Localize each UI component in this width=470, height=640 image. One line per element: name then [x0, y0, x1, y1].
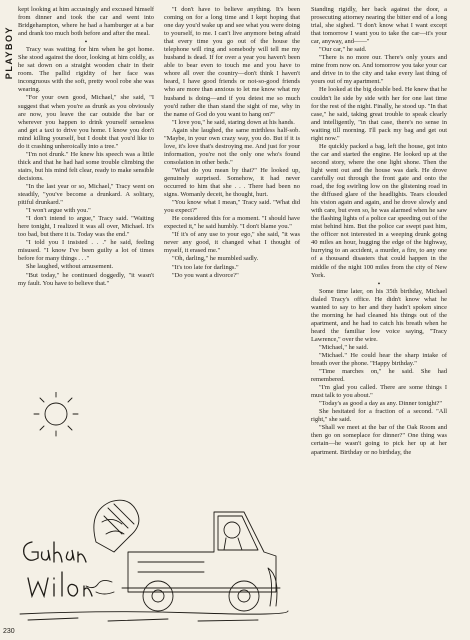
- text-column-2: [164, 6, 300, 280]
- paragraph: "What do you mean by that?" He looked up, genuinely surprised. Somehow, it had never occurred to him that she . . . There had been no signs. Womanly deceit, he thought, hurt.: [164, 166, 300, 199]
- paragraph: "Time marches on," he said. She had remembered.: [311, 368, 447, 384]
- text-column-1: [18, 6, 154, 383]
- cartoon-illustration: [18, 392, 290, 628]
- signature-artwork: [24, 542, 92, 596]
- paragraph: He looked at the big double bed. He knew that he couldn't lie side by side with her for one last time for the rest of the night. Finally, he stood up. "In that case," he said, taking great trouble to speak clearly and intelligently, "in that case, there's no sense in waiting till morning. I'll pack my bag and get out right now.": [311, 86, 447, 142]
- paragraph: He quickly packed a bag, left the house, got into the car and started the engine. He looked up at the second story, where the one light shone. Then the light went out and the house was dark. He drove carefully out through the front gate and onto the road, the fog swirling low on the glistening road in the diffused glare of the headlights. Tears clouded his vision again and again, and he drove slowly and with care, but even so, he was alarmed when he saw the flashing lights of a police car speeding out of the mist behind him. But the police car swept past him, the officer not interested in a weeping drunk going 40 miles an hour, hugging the edge of the highway, hurrying to an accident, a murder, a fire, to any one of a thousand disasters that could happen in the middle of the night 100 miles from the city of New York.: [311, 142, 447, 279]
- paragraph: Again she laughed, the same mirthless half-sob. "Maybe, in your own crazy way, you do. But if it is love, it's love that's destroying me. And just for your information, you're not the only one who's found consolation in other beds.": [164, 126, 300, 166]
- paragraph: "Oh, darling," he mumbled sadly.: [172, 255, 259, 263]
- paragraph: "I won't argue with you.": [26, 207, 91, 215]
- paragraph: "But today," he continued doggedly, "it wasn't my fault. You have to believe that.": [18, 271, 154, 287]
- paragraph: "Shall we meet at the bar of the Oak Room and then go on someplace for dinner?" One thing was certain—he wasn't going to pick her up at her apartment. Birthday or no birthday, the: [311, 424, 447, 456]
- paragraph: "For your own good, Michael," she said, "I suggest that when you're as drunk as you obviously are now, you leave the car outside the bar or wherever you happen to drink yourself senseless and get a taxi to drive you home. I know you don't mind killing yourself, but I doubt that you'd like to do it crashing unheroically into a tree.": [18, 94, 154, 150]
- section-separator: •: [377, 279, 381, 288]
- text-column-3: [311, 6, 447, 632]
- paragraph: kept looking at him accusingly and excused himself from dinner and took the car and went into Bridgehampton, where he had a hamburger at a bar and drank too much both before and after the meal.: [18, 6, 154, 38]
- paragraph: "I'm glad you called. There are some things I must talk to you about.": [311, 384, 447, 400]
- paragraph: Tracy was waiting for him when he got home. She stood against the door, looking at him coldly, as he sat down on a straight wooden chair in their room. The pallid rigidity of her face was incongruous with the soft, pretty wool robe she was wearing.: [18, 46, 154, 94]
- paragraph: "I'm not drunk." He knew his speech was a little thick and that he had had some trouble climbing the stairs, but his mind felt clear, ready to make sensible decisions.: [18, 150, 154, 182]
- paragraph: "If it's of any use to your ego," she said, "it was never any good, it changed what I thought of myself, it erased me.": [164, 231, 300, 255]
- paragraph: "There is no more our. There's only yours and mine from now on. And tomorrow you take your car and drive in to the city and take every last thing of yours out of my apartment.": [311, 54, 447, 86]
- paragraph: "I don't intend to argue," Tracy said. "Waiting here tonight, I realized it was all over, Michael. It's too bad, but there it is. Today was the end.": [18, 215, 154, 239]
- paragraph: "I love you," he said, staring down at his hands.: [172, 118, 295, 126]
- column-1-text: [18, 6, 154, 383]
- paragraph: "In the last year or so, Michael," Tracy went on steadily, "you've become a drunkard. A solitary, pitiful drunkard.": [18, 182, 154, 207]
- page-number: 230: [3, 628, 15, 635]
- magazine-brand: PLAYBOY: [4, 26, 14, 80]
- paragraph: "Michael," he said.: [319, 343, 369, 351]
- paragraph: Some time later, on his 35th birthday, Michael dialed Tracy's office. He didn't know what he wanted to say to her and they hadn't spoken since the morning he had cleaned his things out of the apartment, and he had to catch his breath when he heard the familiar low voice saying, "Tracy Lawrence," over the wire.: [311, 287, 447, 343]
- sun-icon: [34, 392, 78, 436]
- section-separator: •: [84, 38, 88, 47]
- paragraph: She laughed, without amusement.: [26, 263, 114, 271]
- paragraph: "I don't have to believe anything. It's been coming on for a long time and I kept hoping that one day you'd wake up and see what you were doing to yourself, to me. I can't live anymore being afraid that every time you go out of the house the telephone will ring and somebody will tell me my husband is dead. If for over a year you haven't been able to bear even to touch me and you have to whore all over the country—don't think I haven't heard, I have good friends or not-so-good friends who are more than anxious to let me know what my husband is doing—and if you detest me so much you'd rather die than stand the sight of me, why in the name of God do you want to hang on?": [164, 6, 300, 118]
- paragraph: "It's too late for darlings.": [172, 263, 239, 271]
- paragraph: He considered this for a moment. "I should have expected it," he said humbly. "I don't blame you.": [164, 215, 300, 231]
- paragraph: "Michael." He could hear the sharp intake of breath over the phone. "Happy birthday.": [311, 351, 447, 368]
- paragraph: "You know what I mean," Tracy said. "What did you expect?": [164, 199, 300, 215]
- paragraph: "Today's as good a day as any. Dinner tonight?": [319, 400, 443, 408]
- paragraph: "Do you want a divorce?": [172, 271, 239, 279]
- paragraph: "Our car," he said.: [319, 46, 367, 54]
- paragraph: She hesitated for a fraction of a second. "All right," she said.: [311, 408, 447, 424]
- paragraph: "I told you I insisted . . ." he said, feeling misused. "I know I've been guilty a lot of times before for many things . . .": [18, 239, 154, 263]
- paragraph: Standing rigidly, her back against the door, a prosecuting attorney nearing the bitter end of a long trial, she sighed. "I don't know what I want except that tomorrow I want you to take the car—it's your car, anyway, and——": [311, 6, 447, 46]
